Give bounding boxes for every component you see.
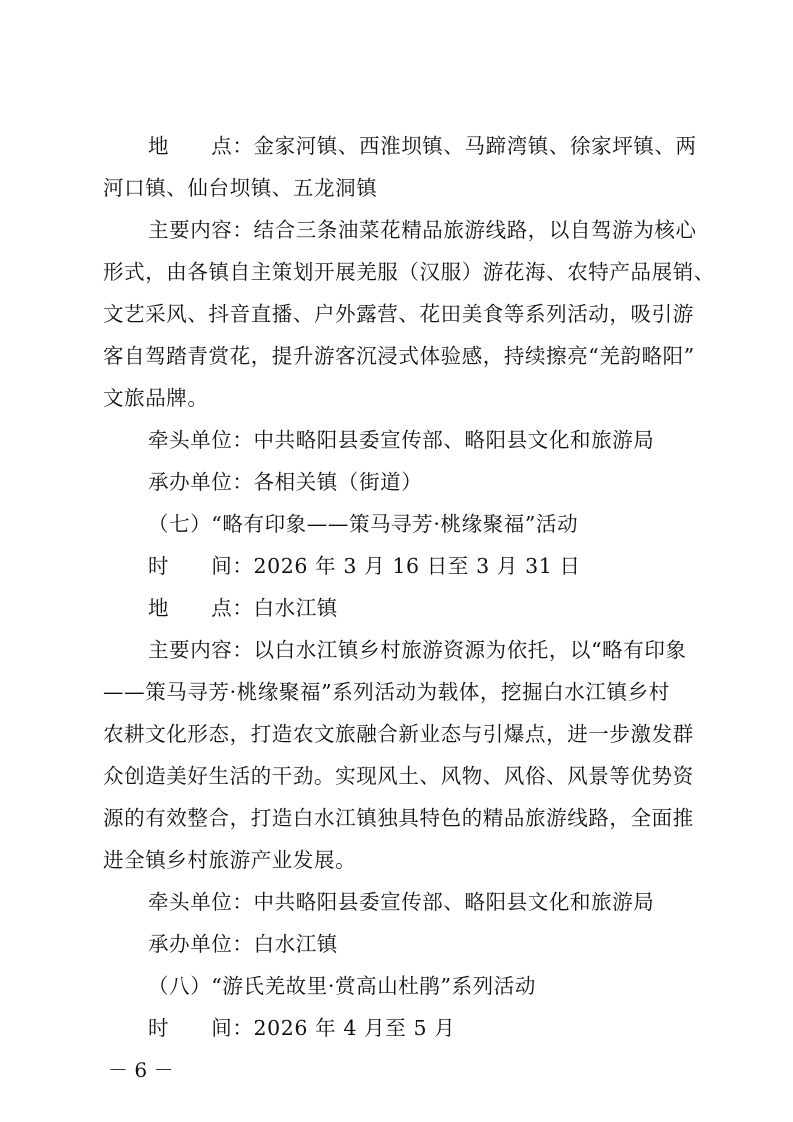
content-line: 客自驾踏青赏花，提升游客沉浸式体验感，持续擦亮“羌韵略阳” bbox=[103, 344, 695, 368]
location-line: 地 点：白水江镇 bbox=[148, 596, 338, 620]
time-line: 时 间：2026 年 3 月 16 日至 3 月 31 日 bbox=[148, 554, 581, 578]
location-line-cont: 河口镇、仙台坝镇、五龙洞镇 bbox=[103, 176, 378, 200]
content-line: 源的有效整合，打造白水江镇独具特色的精品旅游线路，全面推 bbox=[103, 806, 694, 830]
time-line: 时 间：2026 年 4 月至 5 月 bbox=[148, 1016, 456, 1040]
content-line: 农耕文化形态，打造农文旅融合新业态与引爆点，进一步激发群 bbox=[103, 722, 694, 746]
location-line: 地 点：金家河镇、西淮坝镇、马蹄湾镇、徐家坪镇、两 bbox=[148, 134, 697, 158]
host-unit-line: 承办单位：各相关镇（街道） bbox=[148, 470, 423, 494]
content-line: ——策马寻芳·桃缘聚福”系列活动为载体，挖掘白水江镇乡村 bbox=[103, 680, 670, 704]
host-unit-line: 承办单位：白水江镇 bbox=[148, 932, 338, 956]
section-heading-7: （七）“略有印象——策马寻芳·桃缘聚福”活动 bbox=[148, 512, 579, 536]
lead-unit-line: 牵头单位：中共略阳县委宣传部、略阳县文化和旅游局 bbox=[148, 428, 655, 452]
lead-unit-line: 牵头单位：中共略阳县委宣传部、略阳县文化和旅游局 bbox=[148, 890, 655, 914]
content-line: 众创造美好生活的干劲。实现风土、风物、风俗、风景等优势资 bbox=[103, 764, 694, 788]
content-line: 文旅品牌。 bbox=[103, 386, 209, 410]
content-line: 主要内容：结合三条油菜花精品旅游线路，以自驾游为核心 bbox=[148, 218, 697, 242]
page-number: － 6 － bbox=[108, 1058, 174, 1082]
section-heading-8: （八）“游氏羌故里·赏高山杜鹃”系列活动 bbox=[148, 974, 536, 998]
content-line: 进全镇乡村旅游产业发展。 bbox=[103, 848, 357, 872]
content-line: 主要内容：以白水江镇乡村旅游资源为依托，以“略有印象 bbox=[148, 638, 687, 662]
content-line: 文艺采风、抖音直播、户外露营、花田美食等系列活动，吸引游 bbox=[103, 302, 694, 326]
content-line: 形式，由各镇自主策划开展羌服（汉服）游花海、农特产品展销、 bbox=[103, 260, 715, 284]
